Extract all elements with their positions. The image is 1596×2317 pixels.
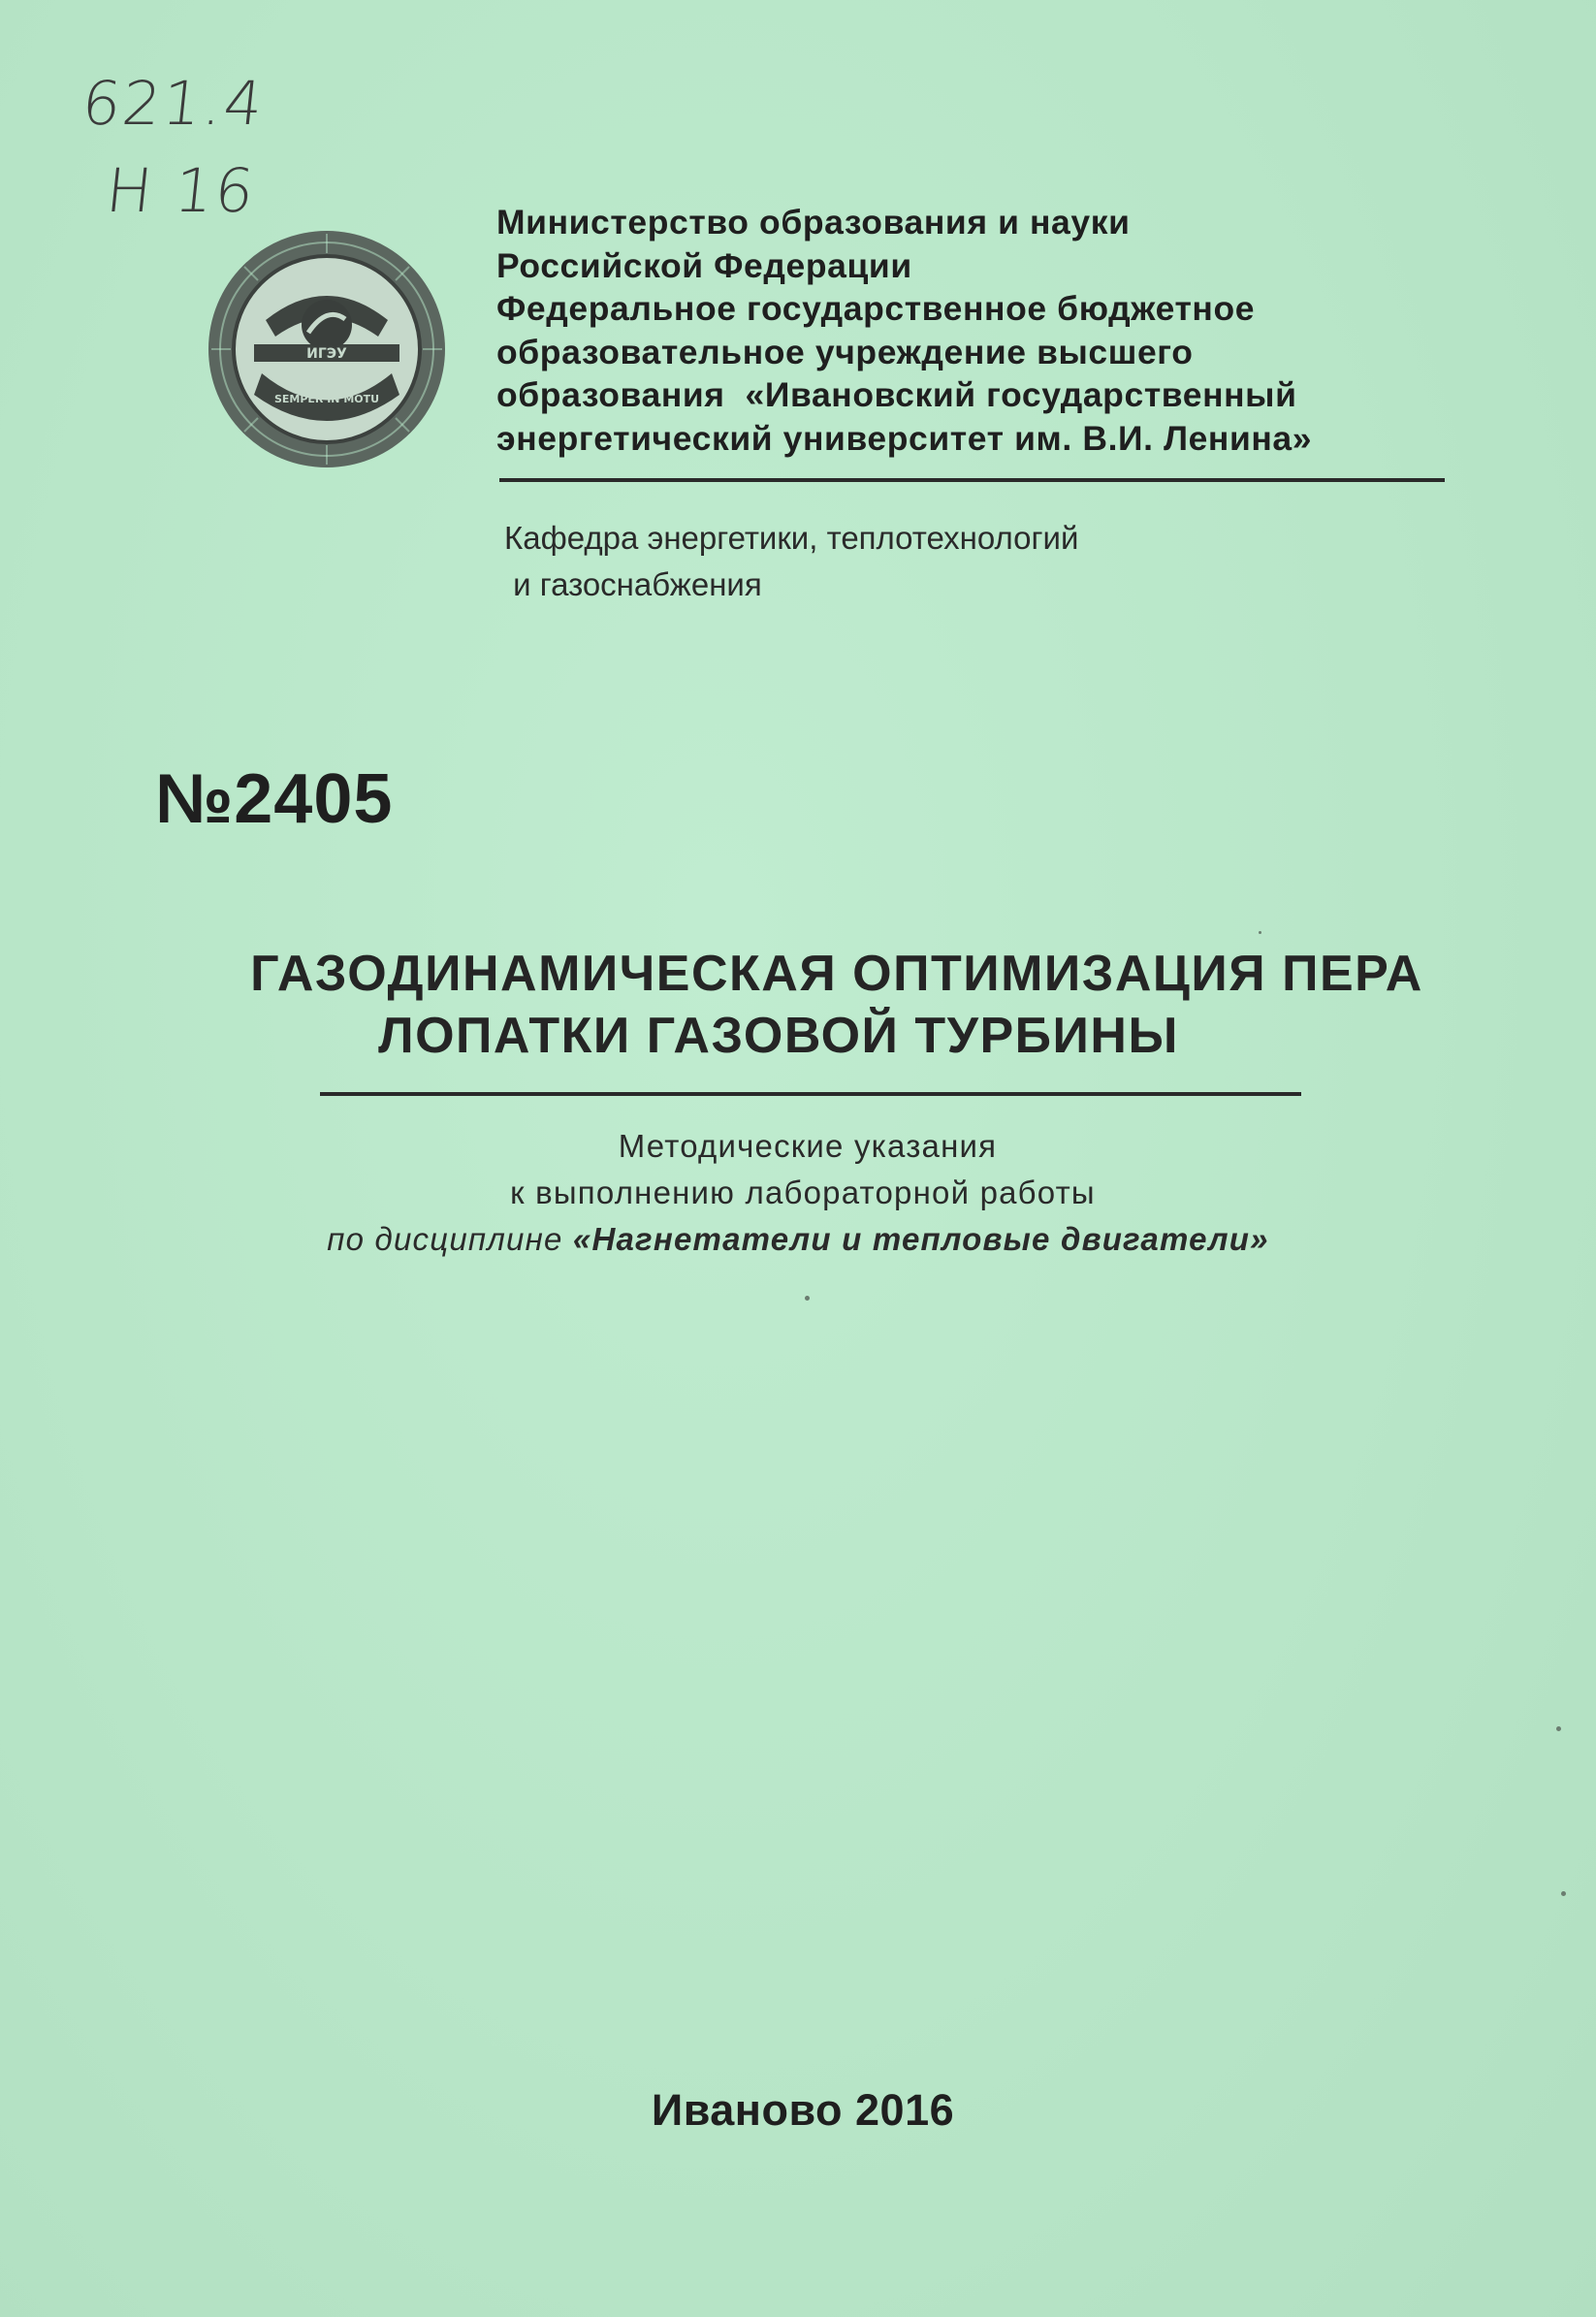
title-line: ГАЗОДИНАМИЧЕСКАЯ ОПТИМИЗАЦИЯ ПЕРА [250, 946, 1423, 1002]
header-divider [499, 478, 1445, 482]
ministry-line: Федеральное государственное бюджетное [496, 289, 1256, 328]
department-line: Кафедра энергетики, теплотехнологий [504, 520, 1079, 556]
subtitle-line: к выполнению лабораторной работы [510, 1175, 1096, 1210]
title-divider [320, 1092, 1301, 1096]
document-number: №2405 [155, 760, 394, 838]
footer-text: Иваново 2016 [651, 2085, 955, 2135]
ministry-line: образовательное учреждение высшего [496, 332, 1194, 371]
department-name [504, 515, 1078, 608]
document-title [0, 943, 1596, 1067]
paper-speck [1556, 1726, 1561, 1731]
paper-speck [805, 1296, 810, 1301]
publication-place-year [0, 2085, 1596, 2136]
subtitle-discipline-line [0, 1216, 1596, 1263]
library-mark-classification: 621.4 [79, 68, 269, 139]
seal-ribbon-text: SEMPER IN MOTU [273, 393, 380, 405]
title-line: ЛОПАТКИ ГАЗОВОЙ ТУРБИНЫ [378, 1008, 1179, 1064]
ministry-line: образования «Ивановский государственный [496, 375, 1297, 414]
discipline-prefix: по дисциплине [327, 1221, 573, 1257]
ministry-header [496, 201, 1447, 460]
paper-speck [1561, 1891, 1566, 1896]
document-subtitle [0, 1123, 1596, 1263]
library-mark-author-code: Н 16 [103, 155, 260, 226]
ministry-line: Российской Федерации [496, 245, 912, 285]
ministry-line: энергетический университет им. В.И. Ленина» [496, 418, 1313, 458]
discipline-name: «Нагнетатели и тепловые двигатели» [572, 1221, 1269, 1257]
subtitle-line: Методические указания [618, 1128, 998, 1164]
ministry-line: Министерство образования и науки [496, 203, 1131, 241]
university-seal-icon [206, 228, 448, 470]
department-line: и газоснабжения [504, 566, 762, 602]
seal-emblem-text: ИГЭУ [306, 346, 347, 362]
paper-speck [1259, 931, 1261, 934]
